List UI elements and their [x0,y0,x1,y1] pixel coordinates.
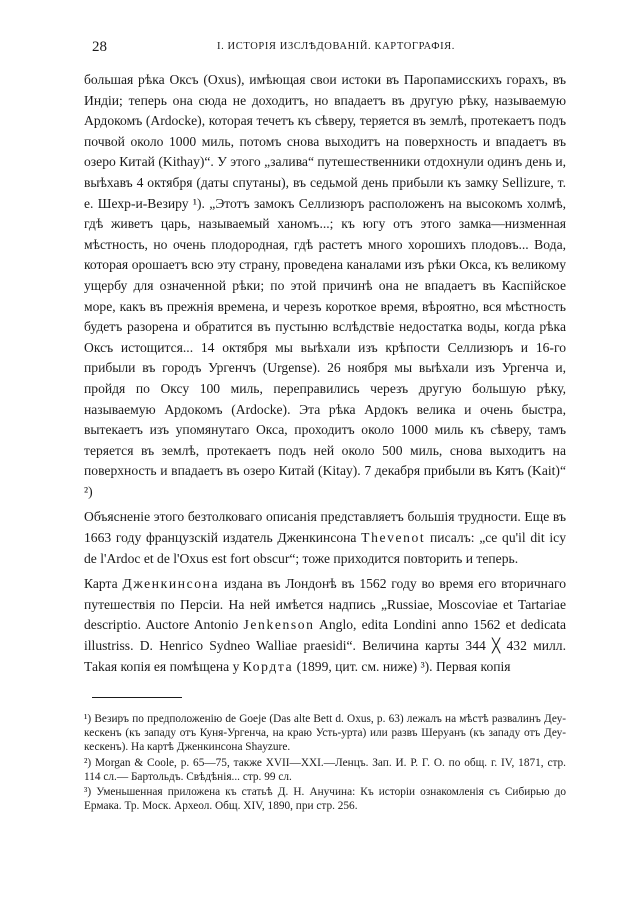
footnote-3: ³) Уменьшенная приложена къ статьѣ Д. Н. Анучина: Къ исторіи ознакомленія съ Сибирью до Ермака. Тр. Моск. Археол. Общ. XIV, 1890, при стр. 256. [84,786,566,813]
p2-text-after: писалъ: „ce qu'il dit icy de l'Ardoc et de l'Oxus est fort obscur“; тоже приходится повторить и теперь. [84,530,566,566]
p3-text-mid1: издана въ Лондонѣ въ 1562 году во время его вторичнаго путешествія по Персіи. На ней имѣется надпись „Russiae, Moscoviae et Tartariae descriptio. Auctore Antonio [84,576,567,633]
p3-text-mid2: Anglo, edita Londini anno 1562 et dedicata illustriss. D. Henrico Sydneo Walliae praesidi“. Величина карты 344 ╳ 432 милл. Таkая копія ея помѣщена у [84,617,566,674]
p2-text-before: Объясненіе этого безтолковаго описанія представляетъ большія трудности. Еще въ 1663 году французскій издатель Дженкинсона [84,509,566,546]
p3-text-end: (1899, цит. см. ниже) ³). Первая копія [293,658,511,674]
main-text [84,70,566,677]
author-name-thevenot: Thevenot [361,530,426,546]
footnote-2: ²) Morgan & Coole, p. 65—75, также XVII—XXI.—Ленцъ. Зап. И. Р. Г. О. по общ. г. IV, 1871, стр. 114 сл.— Бартольдъ. Свѣдѣнія... стр. 99 сл. [84,756,566,783]
page-header [92,39,560,59]
paragraph-jenkinson-quote: большая рѣка Оксъ (Oxus), имѣющая свои истоки въ Паропамисскихъ горахъ, въ Индіи; теперь она сюда не доходитъ, но впадаетъ въ другую рѣку, называемую Ардокомъ (Ardocke), которая течетъ къ сѣверу, теряется въ землѣ, протекаетъ подъ почвой около 1000 миль, потомъ снова выходитъ на поверхность и впадаетъ въ озеро Китай (Kithay)“. У этого „залива“ путешественники отдохнули одинъ день и, выѣхавъ 4 октября (даты спутаны), въ седьмой день прибыли къ замку Sellizure, т. е. Шехр-и-Везиру ¹). „Этотъ замокъ Селлизюръ расположенъ на высокомъ холмѣ, гдѣ живетъ царь, называемый ханомъ...; къ югу отъ этого замка—низменная мѣстность, но очень плодородная, гдѣ растетъ много хорошихъ плодовъ... Вода, которая орошаетъ всю эту страну, проведена каналами изъ рѣки Окса, къ великому ущербу для означенной рѣки; по этой причинѣ она не впадаетъ въ Каспійское море, какъ въ прежнія времена, и черезъ короткое время, вѣроятно, вся мѣстность будетъ разорена и обратится въ пустыню вслѣдствіе недостатка воды, когда рѣка Оксъ истощится... 14 октября мы выѣхали изъ крѣпости Селлизюръ и 16-го прибыли въ городъ Ургенчъ (Urgense). 26 ноября мы выѣхали изъ Ургенча и, пройдя по Оксу 100 миль, переправились черезъ другую большую рѣку, называемую Ардокомъ (Ardocke). Эта рѣка Ардокъ велика и очень быстра, вытекаетъ изъ упомянутаго Окса, проходитъ около 1000 миль къ сѣверу, тамъ теряется въ землѣ, протекаетъ подъ ней около 500 миль, снова выходитъ на поверхность и впадаетъ въ озеро Китай (Kitay). 7 декабря прибыли въ Кятъ (Kait)“ ²) [84,72,567,499]
footnotes [84,712,566,813]
running-title: I. ИСТОРІЯ ИЗСЛѢДОВАНІЙ. КАРТОГРАФІЯ. [217,41,456,52]
author-name-jenkinson: Дженкинсона [122,576,220,592]
p3-text-start: Карта [84,576,123,592]
footnote-divider [92,697,182,698]
footnote-1: ¹) Везиръ по предположенію de Goeje (Das alte Bett d. Oxus, p. 63) лежалъ на мѣстѣ развалинъ Деу-кескенъ (къ западу отъ Куня-Ургенча, на краю Усть-урта) или развъ Шерyанъ (къ западу отъ Деу-кескенъ). На картѣ Дженкинсона Shayzure. [84,713,566,754]
author-name-jenkenson-latin: Jenkenson [243,617,315,633]
paragraph-thevenot [84,507,566,569]
page-number: 28 [92,39,107,55]
author-name-kordt: Кордта [242,658,294,674]
paragraph-jenkinson-map [84,574,566,677]
